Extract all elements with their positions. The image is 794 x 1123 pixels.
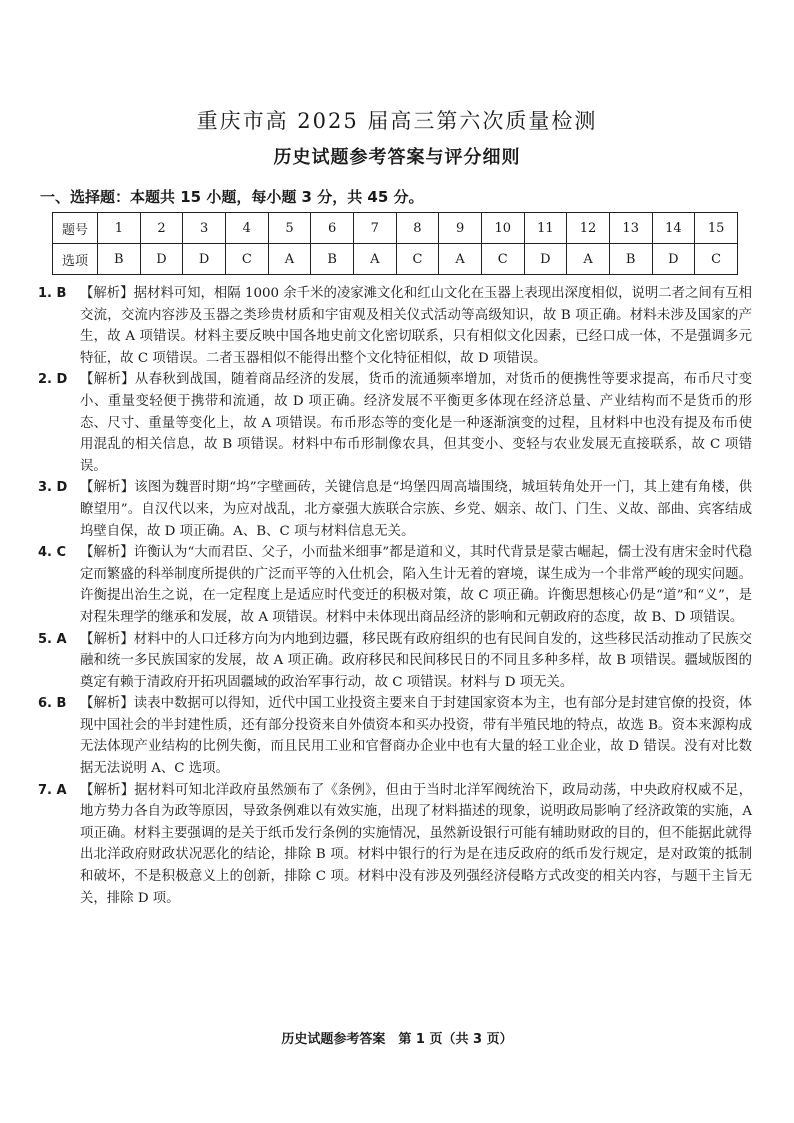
item-number: 5. A xyxy=(38,631,67,647)
page-subtitle: 历史试题参考答案与评分细则 xyxy=(273,147,521,168)
question-number: 3 xyxy=(183,213,226,244)
question-number: 14 xyxy=(652,213,695,244)
question-number: 7 xyxy=(353,213,396,244)
answer-option: C xyxy=(225,244,268,275)
page-footer: 历史试题参考答案 第 1 页（共 3 页） xyxy=(281,1032,513,1047)
answer-table-number-row xyxy=(53,213,738,244)
answer-option: A xyxy=(353,244,396,275)
explanation-item xyxy=(38,369,752,477)
page-title: 重庆市高 2025 届高三第六次质量检测 xyxy=(196,109,598,133)
explanation-item xyxy=(38,780,752,910)
explanation-item xyxy=(38,542,752,628)
explanation-list xyxy=(38,283,752,909)
item-text: 【解析】材料中的人口迁移方向为内地到边疆，移民既有政府组织的也有民间自发的，这些移民活动推动了民族交融和统一多民族国家的发展，故 A 项正确。政府移民和民间移民日的不同且多种多样，故 B 项错误。疆域版图的奠定有赖于清政府开拓巩固疆域的政治军事行动，故 C 项错误。材料与 D 项无关。 xyxy=(80,631,752,690)
question-number: 10 xyxy=(481,213,524,244)
question-number: 13 xyxy=(609,213,652,244)
item-text: 【解析】该图为魏晋时期“坞”字壁画砖，关键信息是“坞堡四周高墙围绕，城垣转角处开一门，其上建有角楼，供瞭望用”。自汉代以来，为应对战乱，北方豪强大族联合宗族、乡党、姻亲、故门、门生、义故、部曲、宾客结成坞壁自保，故 D 项正确。A、B、C 项与材料信息无关。 xyxy=(80,480,752,539)
item-text: 【解析】从春秋到战国，随着商品经济的发展，货币的流通频率增加，对货币的便携性等要求提高，布币尺寸变小、重量变轻便于携带和流通，故 D 项正确。经济发展不平衡更多体现在经济总量、产业结构而不是货币的形态、尺寸、重量等变化上，故 A 项错误。布币形态等的变化是一种逐渐演变的过程，且材料中也没有提及布币使用混乱的相关信息，故 B 项错误。材料中布币形制像农具，但其变小、变轻与农业发展无直接联系，故 C 项错误。 xyxy=(80,372,752,474)
answer-option: C xyxy=(481,244,524,275)
item-number: 4. C xyxy=(38,545,67,561)
question-number: 8 xyxy=(396,213,439,244)
answer-option: B xyxy=(609,244,652,275)
item-number: 3. D xyxy=(38,480,68,496)
item-text: 【解析】读表中数据可以得知，近代中国工业投资主要来自于封建国家资本为主，也有部分是封建官僚的投资，体现中国社会的半封建性质，还有部分投资来自外债资本和买办投资，带有半殖民地的特点，故选 B。资本来源构成无法体现产业结构的比例失衡，而且民用工业和官督商办企业中也有大量的轻工业企业，故 D 错误。没有对比数据无法说明 A、C 选项。 xyxy=(80,696,752,777)
question-number: 4 xyxy=(225,213,268,244)
section-heading: 一、选择题：本题共 15 小题，每小题 3 分，共 45 分。 xyxy=(40,188,424,206)
answer-option: D xyxy=(652,244,695,275)
item-number: 6. B xyxy=(38,696,67,712)
answer-option: D xyxy=(524,244,567,275)
explanation-item xyxy=(38,477,752,542)
explanation-item xyxy=(38,629,752,694)
item-number: 1. B xyxy=(38,286,67,301)
answer-option: A xyxy=(567,244,610,275)
explanation-item xyxy=(38,693,752,779)
item-text: 【解析】据材料可知，相隔 1000 余千米的凌家滩文化和红山文化在玉器上表现出深度相似，说明二者之间有互相交流，交流内容涉及玉器之类珍贵材质和宇宙观及相关仪式活动等高级知识，故 B 项正确。材料未涉及国家的产生，故 A 项错误。材料主要反映中国各地史前文化密切联系，只有相似文化因素，已经口成一体，不是强调多元特征，故 C 项错误。二者玉器相似不能得出整个文化特征相似，故 D 项错误。 xyxy=(80,286,752,366)
item-text: 【解析】据材料可知北洋政府虽然颁布了《条例》，但由于当时北洋军阀统治下，政局动荡，中央政府权威不足，地方势力各自为政等原因，导致条例难以有效实施，出现了材料描述的现象，说明政局影响了经济政策的实施，A 项正确。材料主要强调的是关于纸币发行条例的实施情况，虽然新设银行可能有辅助财政的目的，但不能据此就得出北洋政府财政状况恶化的结论，排除 B 项。材料中银行的行为是在违反政府的纸币发行规定，是对政策的抵制和破坏，不是积极意义上的创新，排除 C 项。材料中没有涉及列强经济侵略方式改变的相关内容，与题干主旨无关，排除 D 项。 xyxy=(80,782,752,906)
answer-option: D xyxy=(183,244,226,275)
table-header-number: 题号 xyxy=(53,213,98,244)
answer-table-option-row xyxy=(53,244,738,275)
answer-table xyxy=(52,212,738,275)
answer-option: C xyxy=(695,244,738,275)
explanation-item xyxy=(38,283,752,369)
question-number: 12 xyxy=(567,213,610,244)
item-number: 7. A xyxy=(38,782,67,798)
table-header-option: 选项 xyxy=(53,244,98,275)
answer-option: C xyxy=(396,244,439,275)
answer-option: A xyxy=(439,244,482,275)
question-number: 5 xyxy=(268,213,311,244)
answer-option: B xyxy=(98,244,141,275)
answer-option: D xyxy=(140,244,183,275)
question-number: 1 xyxy=(98,213,141,244)
question-number: 6 xyxy=(311,213,354,244)
question-number: 11 xyxy=(524,213,567,244)
item-number: 2. D xyxy=(38,372,68,388)
item-text: 【解析】许衡认为“大而君臣、父子，小而盐米细事”都是道和义，其时代背景是蒙古崛起，儒士没有唐宋金时代稳定而繁盛的科举制度所提供的广泛而平等的入仕机会，陷入生计无着的窘境，谋生成为一个非常严峻的现实问题。许衡提出治生之说，在一定程度上是适应时代变迁的积极对策，故 C 项正确。许衡思想核心仍是“道”和“义”，是对程朱理学的继承和发展，故 A 项错误。材料中未体现出商品经济的影响和元朝政府的态度，故 B、D 项错误。 xyxy=(80,545,752,625)
question-number: 15 xyxy=(695,213,738,244)
answer-option: B xyxy=(311,244,354,275)
answer-option: A xyxy=(268,244,311,275)
question-number: 2 xyxy=(140,213,183,244)
question-number: 9 xyxy=(439,213,482,244)
